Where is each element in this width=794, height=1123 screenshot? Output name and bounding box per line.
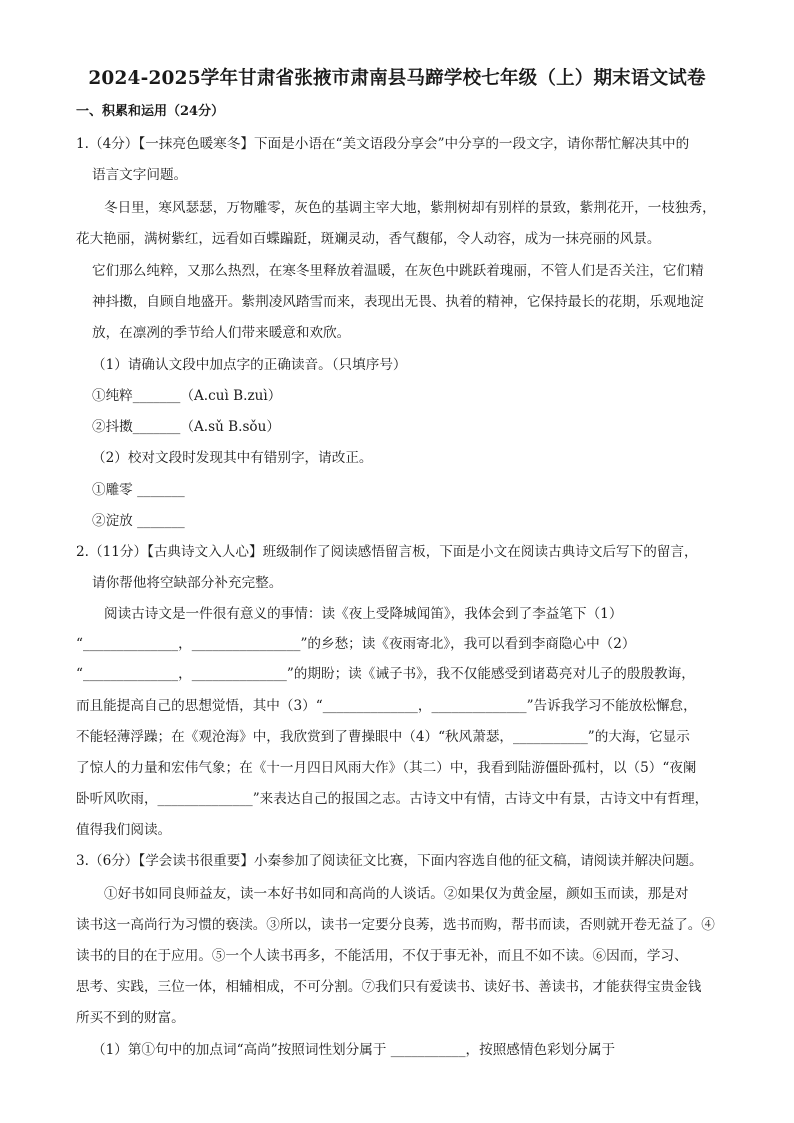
question-1-intro-cont: 语言文字问题。 bbox=[92, 167, 188, 183]
answer-item: ①雕零 _______ bbox=[92, 482, 185, 498]
question-2-intro: 2.（11分）【古典诗文入人心】班级制作了阅读感悟留言板，下面是小文在阅读古典诗文后写下的留言， bbox=[76, 544, 698, 560]
passage-line: 阅读古诗文是一件很有意义的事情：读《夜上受降城闻笛》，我体会到了李益笔下（1） bbox=[104, 606, 623, 622]
answer-item: ②抖擞_______（A.sǔ B.sǒu） bbox=[92, 419, 280, 435]
passage-line: 卧听风吹雨，______________”来表达自己的报国之志。古诗文中有情，古诗文中有景，古诗文中有哲理， bbox=[76, 791, 709, 807]
passage-line: 它们那么纯粹，又那么热烈，在寒冬里释放着温暖，在灰色中跳跃着瑰丽，不管人们是否关注，它们精 bbox=[92, 263, 704, 279]
passage-line: “______________，________________”的乡愁；读《夜雨寄北》，我可以看到李商隐心中（2） bbox=[76, 636, 636, 652]
question-2-intro-cont: 请你帮他将空缺部分补充完整。 bbox=[92, 575, 283, 591]
answer-item: ②淀放 _______ bbox=[92, 513, 185, 529]
question-3-intro: 3.（6分）【学会读书很重要】小秦参加了阅读征文比赛，下面内容选自他的征文稿，请阅读并解决问题。 bbox=[76, 853, 703, 869]
question-1-intro: 1.（4分）【一抹亮色暖寒冬】下面是小语在“美文语段分享会”中分享的一段文字，请你帮忙解决其中的 bbox=[76, 136, 690, 152]
passage-line: 值得我们阅读。 bbox=[76, 822, 172, 838]
passage-line: ①好书如同良师益友，读一本好书如同和高尚的人谈话。②如果仅为黄金屋，颜如玉而读，那是对 bbox=[104, 886, 689, 902]
page-title: 2024-2025学年甘肃省张掖市肃南县马蹄学校七年级（上）期末语文试卷 bbox=[88, 68, 706, 89]
sub-question: （2）校对文段时发现其中有错别字，请改正。 bbox=[92, 450, 373, 466]
passage-line: 了惊人的力量和宏伟气象；在《十一月四日风雨大作》（其二）中，我看到陆游僵卧孤村，以（5）“夜阑 bbox=[76, 760, 697, 776]
sub-question: （1）第①句中的加点词“高尚”按照词性划分属于 ___________，按照感情色彩划分属于 bbox=[92, 1042, 616, 1058]
passage-line: 所买不到的财富。 bbox=[76, 1010, 185, 1026]
passage-line: 思考、实践，三位一体，相辅相成，不可分割。⑦我们只有爱读书、读好书、善读书，才能获得宝贵金钱 bbox=[76, 979, 702, 995]
passage-line: 不能轻薄浮躁；在《观沧海》中，我欣赏到了曹操眼中（4）“秋风萧瑟，___________”的大海，它显示 bbox=[76, 729, 690, 745]
passage-line: 放，在凛冽的季节给人们带来暖意和欢欣。 bbox=[92, 325, 351, 341]
answer-item: ①纯粹_______（A.cuì B.zuì） bbox=[92, 388, 282, 404]
passage-line: 花大艳丽，满树紫红，远看如百蝶蹁跹，斑斓灵动，香气馥郁，令人动容，成为一抹亮丽的风景。 bbox=[76, 231, 661, 247]
passage-line: “______________，______________”的期盼；读《诫子书》，我不仅能感受到诸葛亮对儿子的殷殷教诲， bbox=[76, 666, 695, 682]
passage-line: 读书这一高尚行为习惯的亵渎。③所以，读书一定要分良莠，选书而购，帮书而读，否则就开卷无益了。④ bbox=[76, 917, 715, 933]
passage-line: 神抖擞，自顾自地盛开。紫荆凌风踏雪而来，表现出无畏、执着的精神，它保持最长的花期，乐观地淀 bbox=[92, 294, 704, 310]
sub-question: （1）请确认文段中加点字的正确读音。（只填序号） bbox=[92, 357, 407, 373]
passage-line: 而且能提高自己的思想觉悟，其中（3）“______________，______________”告诉我学习不能放松懈怠， bbox=[76, 698, 697, 714]
section-heading: 一、积累和运用（24分） bbox=[76, 104, 225, 119]
passage-line: 冬日里，寒风瑟瑟，万物雕零，灰色的基调主宰大地，紫荆树却有别样的景致，紫荆花开，一枝独秀， bbox=[104, 200, 716, 216]
passage-line: 读书的目的在于应用。⑤一个人读书再多，不能活用，不仅于事无补，而且不如不读。⑥因而，学习、 bbox=[76, 948, 688, 964]
